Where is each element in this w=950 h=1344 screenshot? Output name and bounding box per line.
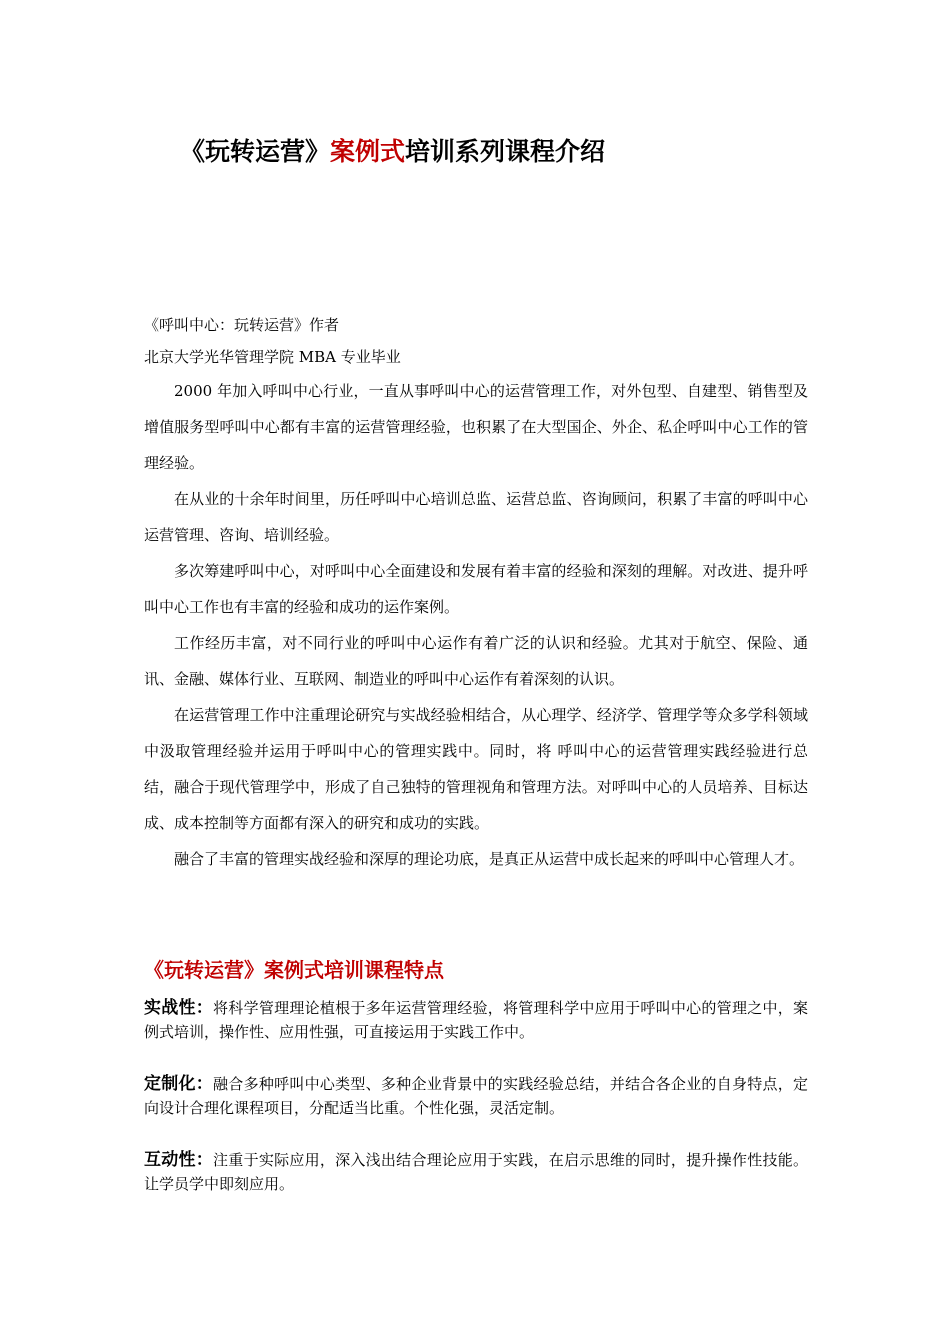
bio-paragraph: 多次筹建呼叫中心，对呼叫中心全面建设和发展有着丰富的经验和深刻的理解。对改进、提升呼叫中心工作也有丰富的经验和成功的运作案例。 — [144, 562, 808, 616]
bio-paragraph: 在从业的十余年时间里，历任呼叫中心培训总监、运营总监、咨询顾问，积累了丰富的呼叫中心运营管理、咨询、培训经验。 — [144, 490, 808, 544]
feature-item — [144, 996, 808, 1044]
feature-text: 将科学管理理论植根于多年运营管理经验，将管理科学中应用于呼叫中心的管理之中，案例式培训，操作性、应用性强，可直接运用于实践工作中。 — [144, 999, 808, 1041]
features-list — [144, 996, 808, 1224]
author-bio — [144, 309, 808, 877]
feature-label: 互动性： — [144, 1150, 214, 1170]
title-part-1: 《玩转运营》 — [180, 137, 331, 166]
bio-paragraph: 2000 年加入呼叫中心行业，一直从事呼叫中心的运营管理工作，对外包型、自建型、销售型及增值服务型呼叫中心都有丰富的运营管理经验，也积累了在大型国企、外企、私企呼叫中心工作的管理经验。 — [144, 382, 808, 472]
title-part-3: 培训系列课程介绍 — [405, 137, 606, 166]
feature-item — [144, 1072, 808, 1120]
feature-label: 定制化： — [144, 1074, 214, 1094]
bio-education: 北京大学光华管理学院 MBA 专业毕业 — [144, 348, 401, 366]
title-highlight: 案例式 — [330, 137, 406, 166]
features-section-title: 《玩转运营》案例式培训课程特点 — [144, 958, 444, 982]
feature-label: 实战性： — [144, 998, 214, 1018]
bio-paragraph: 融合了丰富的管理实战经验和深厚的理论功底，是真正从运营中成长起来的呼叫中心管理人才。 — [174, 850, 805, 868]
feature-text: 融合多种呼叫中心类型、多种企业背景中的实践经验总结，并结合各企业的自身特点，定向设计合理化课程项目，分配适当比重。个性化强，灵活定制。 — [144, 1075, 808, 1117]
feature-item — [144, 1148, 808, 1196]
bio-book-author: 《呼叫中心：玩转运营》作者 — [144, 316, 340, 334]
page-title — [180, 134, 605, 170]
bio-paragraph: 工作经历丰富，对不同行业的呼叫中心运作有着广泛的认识和经验。尤其对于航空、保险、通讯、金融、媒体行业、互联网、制造业的呼叫中心运作有着深刻的认识。 — [144, 634, 808, 688]
feature-text: 注重于实际应用，深入浅出结合理论应用于实践，在启示思维的同时，提升操作性技能。让学员学中即刻应用。 — [144, 1151, 808, 1193]
bio-paragraph: 在运营管理工作中注重理论研究与实战经验相结合，从心理学、经济学、管理学等众多学科领域中汲取管理经验并运用于呼叫中心的管理实践中。同时，将 呼叫中心的运营管理实践经验进行总结，融合于现代管理学中，形成了自己独特的管理视角和管理方法。对呼叫中心的人员培养、目标达成、成本控制等方面都有深入的研究和成功的实践。 — [144, 706, 808, 832]
